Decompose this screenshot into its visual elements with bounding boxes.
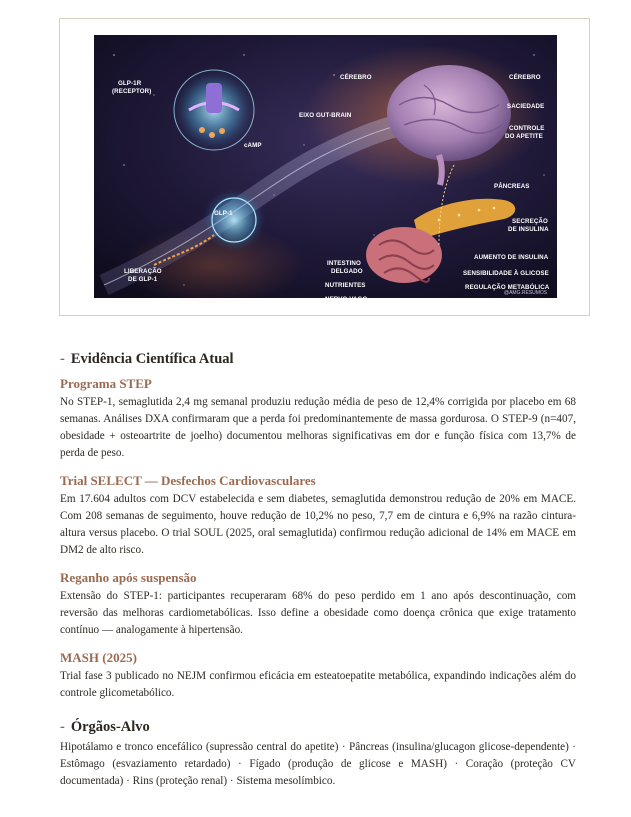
label-liberacao-1: LIBERAÇÃO <box>124 268 162 275</box>
glp1-illustration <box>94 35 557 303</box>
block-text-reganho: Extensão do STEP-1: participantes recuperaram 68% do peso perdido em 1 ano após descontinuação, com reversão das melhoras cardiometabólicas. Isso define a obesidade como doença crônica que exige tratamento contínuo — analogamente à hipertensão. <box>60 590 576 636</box>
section-heading-evidencia <box>60 351 234 368</box>
heading-bullet: - <box>60 351 65 367</box>
label-pancreas: PÂNCREAS <box>494 183 530 190</box>
label-controle-1: CONTROLE <box>509 125 545 132</box>
section-title: Evidência Científica Atual <box>70 351 234 367</box>
label-glp1r: GLP-1R <box>118 80 142 87</box>
figure-frame <box>59 18 590 316</box>
label-secrecao-2: DE INSULINA <box>508 226 549 233</box>
glp1r-receptor <box>206 83 222 113</box>
label-saciedade: SACIEDADE <box>507 103 545 110</box>
section-title: Órgãos-Alvo <box>70 719 150 735</box>
label-sensibilidade: SENSIBILIDADE À GLICOSE <box>463 270 549 277</box>
label-cerebro-left: CÉREBRO <box>340 74 372 81</box>
label-regulacao: REGULAÇÃO METABÓLICA <box>465 284 550 291</box>
section-heading-orgaos <box>60 719 150 736</box>
orgaos-text: Hipotálamo e tronco encefálico (supressão central do apetite) · Pâncreas (insulina/glucagon glicose-dependente) · Estômago (esvaziamento retardado) · Fígado (produção de glicose e MASH) · Coração (proteção CV documentada) · Rins (proteção renal) · Sistema mesolímbico. <box>60 741 576 787</box>
brain-shape <box>387 65 511 161</box>
watermark: @AMG.RESUMOS <box>504 290 548 296</box>
heading-bullet: - <box>60 719 65 735</box>
block-text-step: No STEP-1, semaglutida 2,4 mg semanal produziu redução média de peso de 12,4% corrigida por placebo em 68 semanas. Análises DXA confirmaram que a perda foi predominantemente de massa gordurosa. O STEP-9 (n=407, obesidade + osteoartrite de joelho) documentou melhoras significativas em dor e função física com 13,7% de perda de peso. <box>60 396 576 459</box>
block-title-select: Trial SELECT — Desfechos Cardiovasculares <box>60 473 316 488</box>
label-nervo: NERVO VAGO <box>325 296 368 303</box>
illustration-svg <box>94 35 557 303</box>
brainstem <box>439 155 442 185</box>
label-intestino-1: INTESTINO <box>327 260 361 267</box>
intestine <box>366 227 442 283</box>
label-aumento: AUMENTO DE INSULINA <box>474 254 549 261</box>
label-glp1: GLP-1 <box>214 210 233 217</box>
block-title-mash: MASH (2025) <box>60 650 137 665</box>
label-eixo: EIXO GUT-BRAIN <box>299 112 352 119</box>
label-camp: cAMP <box>244 142 262 149</box>
label-nutrientes: NUTRIENTES <box>325 282 366 289</box>
block-text-select: Em 17.604 adultos com DCV estabelecida e sem diabetes, semaglutida demonstrou redução de 20% em MACE. Com 208 semanas de seguimento, houve redução de 10,2% no peso, 7,7 em de cintura e 6,9% na razão cintura-altura versus placebo. O trial SOUL (2025, oral semaglutida) confirmou redução adicional de 14% em MACE em DM2 de alto risco. <box>60 493 576 556</box>
label-controle-2: DO APETITE <box>505 133 543 140</box>
label-secrecao-1: SECREÇÃO <box>512 218 548 225</box>
label-intestino-2: DELGADO <box>331 268 363 275</box>
block-text-mash: Trial fase 3 publicado no NEJM confirmou eficácia em esteatoepatite metabólica, expandindo indicações além do controle glicometabólico. <box>60 670 576 699</box>
block-title-step: Programa STEP <box>60 376 152 391</box>
block-title-reganho: Reganho após suspensão <box>60 570 197 585</box>
label-cerebro-right: CÉREBRO <box>509 74 541 81</box>
label-liberacao-2: DE GLP-1 <box>128 276 158 283</box>
label-receptor: (RECEPTOR) <box>112 88 152 95</box>
